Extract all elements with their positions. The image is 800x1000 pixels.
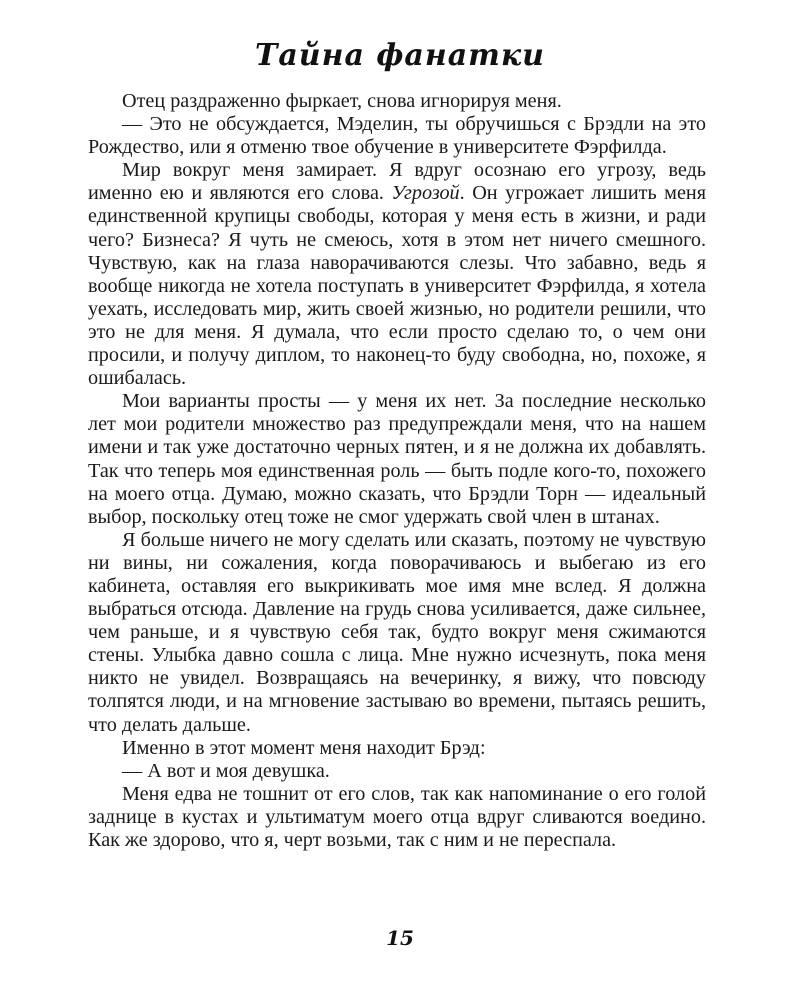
paragraph-3-part-2: . Он угрожает лишить меня единственной крупицы свободы, которая у меня есть в жизни, и ради чего? Бизнеса? Я чуть не смеюсь, хотя в этом нет ничего смешного. Чувствую, как на глаза наворачиваются слезы. Что забавно, ведь я вообще никогда не хотела поступать в университет Фэрфилда, я хотела уехать, исследовать мир, жить своей жизнью, но родители решили, что это не для меня. Я думала, что если просто сделаю то, о чем они просили, и получу диплом, то наконец-то буду свободна, но, похоже, я ошибалась. <box>88 182 706 390</box>
paragraph-3-emphasis: Угрозой <box>391 182 460 205</box>
paragraph-4: Мои варианты просты — у меня их нет. За последние несколько лет мои родители множество раз предупреждали меня, что на нашем имени и так уже достаточно черных пятен, и я не должна их добавлять. Так что теперь моя единственная роль — быть подле кого-то, похожего на моего отца. Думаю, можно сказать, что Брэдли Торн — идеальный выбор, поскольку отец тоже не смог удержать свой член в штанах. <box>88 390 706 528</box>
running-header-title: Тайна фанатки <box>255 38 545 73</box>
paragraph-1: Отец раздраженно фыркает, снова игнорируя меня. <box>122 90 562 112</box>
paragraph-3 <box>88 159 706 390</box>
page-number: 15 <box>386 926 414 950</box>
paragraph-6: Именно в этот момент меня находит Брэд: <box>122 736 486 759</box>
paragraph-7: — А вот и моя девушка. <box>122 759 330 782</box>
paragraph-8: Меня едва не тошнит от его слов, так как напоминание о его голой заднице в кустах и ультиматум моего отца вдруг сливаются воедино. Как же здорово, что я, черт возьми, так с ним и не переспала. <box>88 782 706 851</box>
paragraph-2: — Это не обсуждается, Мэделин, ты обручишься с Брэдли на это Рождество, или я отменю твое обучение в университете Фэрфилда. <box>88 113 706 159</box>
body-text <box>88 90 706 852</box>
paragraph-3-part-1: Мир вокруг меня замирает. Я вдруг осознаю его угрозу, ведь именно ею и являются его слова. <box>88 159 706 205</box>
paragraph-5: Я больше ничего не могу сделать или сказать, поэтому не чувствую ни вины, ни сожаления, когда поворачиваюсь и выбегаю из его кабинета, оставляя его выкрикивать мое имя мне вслед. Я должна выбраться отсюда. Давление на грудь снова усиливается, даже сильнее, чем раньше, и я чувствую себя так, будто вокруг меня сжимаются стены. Улыбка давно сошла с лица. Мне нужно исчезнуть, пока меня никто не увидел. Возвращаясь на вечеринку, я вижу, что повсюду толпятся люди, и на мгновение застываю во времени, пытаясь решить, что делать дальше. <box>88 528 706 736</box>
